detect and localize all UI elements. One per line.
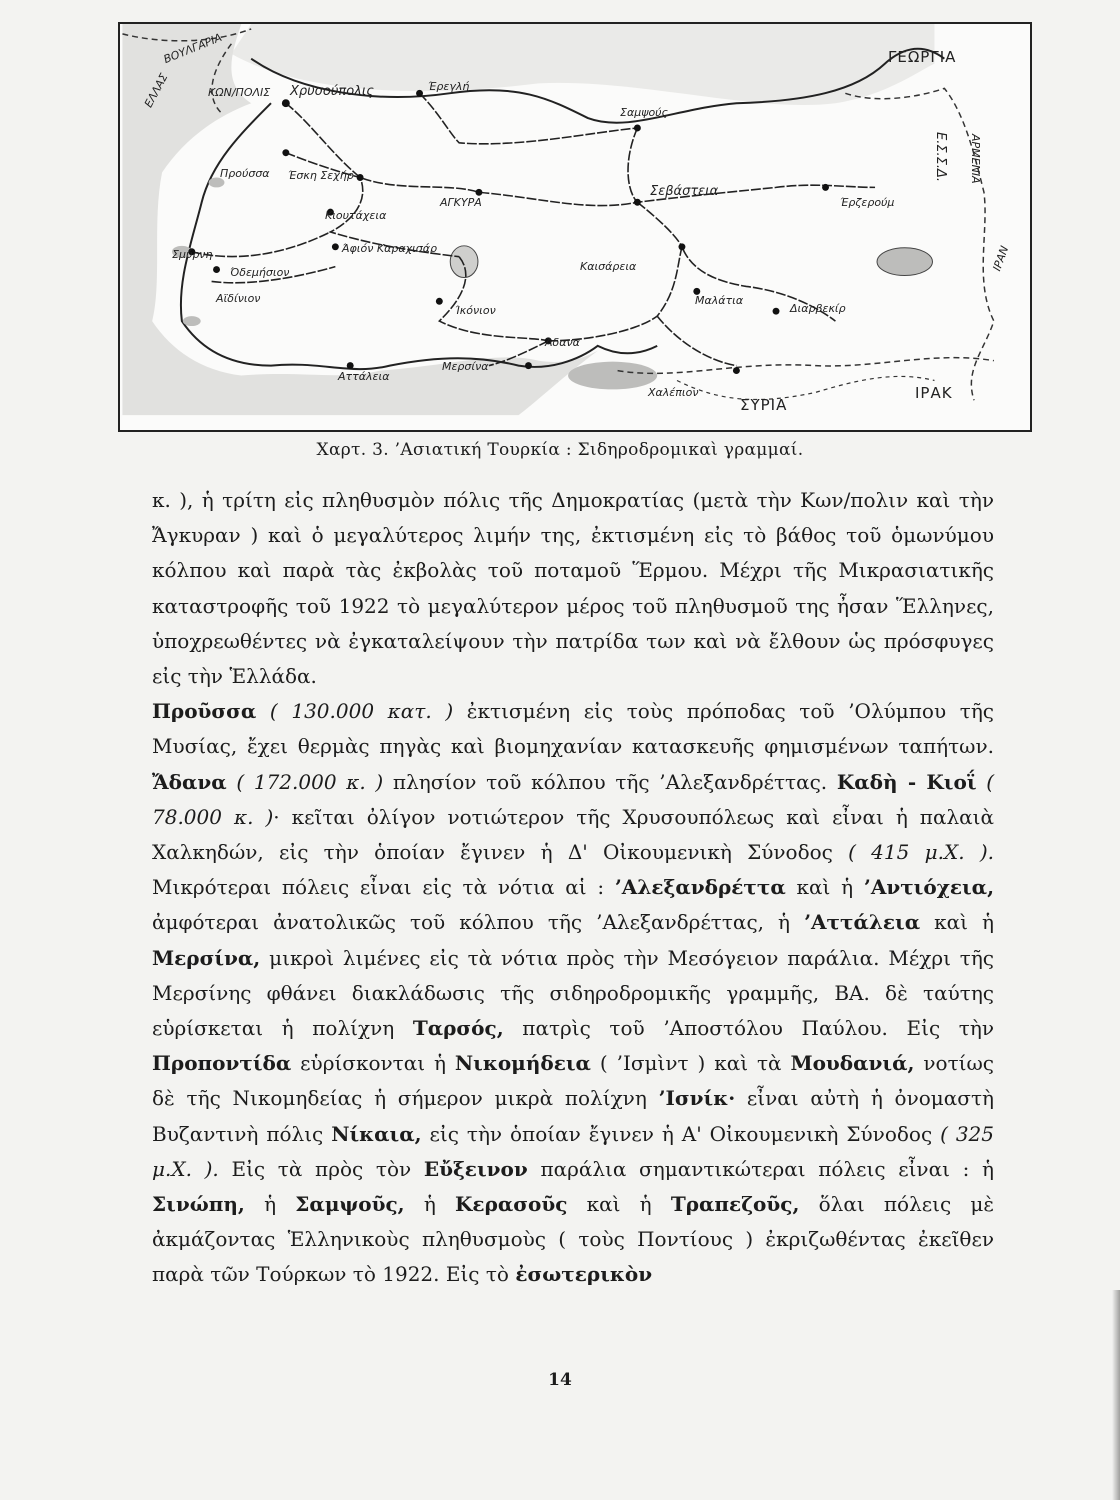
city-mersina: Μερσίνα, xyxy=(152,945,261,970)
map-label-malatia: Μαλάτια xyxy=(695,294,744,307)
pop-adana: ( 172.000 κ. ) xyxy=(236,769,384,794)
map-drawing xyxy=(120,24,1030,430)
map-label-mersina: Μερσίνα xyxy=(442,360,489,373)
map-label-irak: ΙΡΑΚ xyxy=(915,384,953,402)
paragraph-izmir: κ. ), ἡ τρίτη εἰς πληθυσμὸν πόλις τῆς Δημοκρατίας (μετὰ τὴν Κων/πολιν καὶ τὴν Ἄγκυραν ) καὶ ὁ μεγαλύτερος λιμήν της, ἐκτισμένη εἰς τὸ βάθος τοῦ ὁμωνύμου κόλπου καὶ παρὰ τὰς ἐκβολὰς τοῦ ποταμοῦ Ἕρμου. Μέχρι τῆς Μικρασιατικῆς καταστροφῆς τοῦ 1922 τὸ μεγαλύτερον μέρος τοῦ πληθυσμοῦ της ἦσαν Ἕλληνες, ὑποχρεωθέντες νὰ ἐγκαταλείψουν τὴν πατρίδα των καὶ νὰ ἔλθουν ὡς πρόσφυγες εἰς τὴν Ἑλλάδα. xyxy=(152,488,994,689)
page-number: 14 xyxy=(548,1370,572,1390)
map-label-chrysoupolis: Χρυσούπολις xyxy=(290,84,374,99)
map-label-ereyli: Έρεγλή xyxy=(428,80,470,93)
map-label-proussa: Προύσσα xyxy=(220,167,270,180)
map-label-sevasteia: Σεβάστεια xyxy=(650,184,719,199)
date-325: ( 325 μ.Χ. ). xyxy=(152,1121,995,1181)
map-label-odemision: Όδεμήσιον xyxy=(230,266,290,279)
map-caption: Χαρτ. 3. ’Ασιατική Τουρκία : Σιδηροδρομικαὶ γραμμαί. xyxy=(316,440,804,460)
map-label-smyrni: Σμύρνη xyxy=(172,248,213,261)
map-label-esd: Ε.Σ.Σ.Δ. xyxy=(933,132,948,183)
map-label-syria: ΣΥΡΙΑ xyxy=(740,396,788,414)
city-attaleia: ’Αττάλεια xyxy=(804,910,921,935)
map-label-afion: Άφιόν Καραχισάρ xyxy=(342,242,438,255)
city-sinopi: Σινώπη, xyxy=(152,1192,245,1217)
city-sampsous: Σαμψοῦς, xyxy=(295,1192,405,1217)
city-kerasous: Κερασοῦς xyxy=(455,1192,568,1217)
map-label-attaleia: Αττάλεια xyxy=(338,370,390,383)
city-isnik: ’Ισνίκ· xyxy=(658,1086,736,1111)
map-label-konpolis: ΚΩΝ/ΠΟΛΙΣ xyxy=(208,86,271,99)
map-label-ellas: ΕΛΛΑΣ xyxy=(141,71,171,110)
page-edge-shadow xyxy=(1112,1290,1120,1500)
map-label-armenia: ΑΡΜΕΝΙΑ xyxy=(969,134,982,184)
map-label-adana: Άδανα xyxy=(545,336,580,349)
map-label-agkyra: ΑΓΚΥΡΑ xyxy=(440,196,482,209)
map-label-diarbekir: Διαρβεκίρ xyxy=(790,302,846,315)
map-label-eski-sechir: Έσκη Σεχήρ xyxy=(288,169,354,182)
map-label-georgia: ΓΕΩΡΓΙΑ xyxy=(888,48,957,66)
map-label-kaisareia: Καισάρεια xyxy=(580,260,637,273)
map-label-chalepion: Χαλέπιον xyxy=(648,386,699,399)
city-nikaia: Νίκαια, xyxy=(331,1121,422,1146)
sea-efxeinos: Εὔξεινον xyxy=(423,1156,528,1181)
pop-kadi-kioi: ( 78.000 κ. ) xyxy=(152,769,995,829)
map-label-aidinion: Αϊδίνιον xyxy=(216,292,261,305)
body-text xyxy=(152,483,994,1293)
map-label-kioutacheia: Κιουτάχεια xyxy=(325,209,387,222)
city-tarsos: Ταρσός, xyxy=(412,1016,504,1041)
city-moudania: Μουδανιά, xyxy=(790,1051,915,1076)
city-antiocheia: ’Αντιόχεια, xyxy=(863,875,995,900)
city-alexandretta: ’Αλεξανδρέττα xyxy=(614,875,786,900)
date-415: ( 415 μ.Χ. ). xyxy=(848,840,994,865)
paragraph-cities: Προῦσσα ( 130.000 κατ. ) ἐκτισμένη εἰς τοὺς πρόποδας τοῦ ’Ολύμπου τῆς Μυσίας, ἔχει θερμὰς πηγὰς καὶ βιομηχανίαν κατασκευῆς φημισμένων ταπήτων. Ἄδανα ( 172.000 κ. ) πλησίον τοῦ κόλπου τῆς ’Αλεξανδρέττας. Καδὴ - Κιοΐ ( 78.000 κ. )· κεῖται ὀλίγον νοτιώτερον τῆς Χρυσουπόλεως καὶ εἶναι ἡ παλαιὰ Χαλκηδών, εἰς τὴν ὁποίαν ἔγινεν ἡ Δ' Οἰκουμενικὴ Σύνοδος ( 415 μ.Χ. ). Μικρότεραι πόλεις εἶναι εἰς τὰ νότια αἱ : ’Αλεξανδρέττα καὶ ἡ ’Αντιόχεια, ἀμφότεραι ἀνατολικῶς τοῦ κόλπου τῆς ’Αλεξανδρέττας, ἡ ’Αττάλεια καὶ ἡ Μερσίνα, μικροὶ λιμένες εἰς τὰ νότια πρὸς τὴν Μεσόγειον παράλια. Μέχρι τῆς Μερσίνης φθάνει διακλάδωσις τῆς σιδηροδρομικῆς γραμμῆς, ΒΑ. δὲ ταύτης εὑρίσκεται ἡ πολίχνη Ταρσός, πατρὶς τοῦ ’Αποστόλου Παύλου. Εἰς τὴν Προποντίδα εὑρίσκονται ἡ Νικομήδεια ( ’Ισμὶντ ) καὶ τὰ Μουδανιά, νοτίως δὲ τῆς Νικομηδείας ἡ σήμερον μικρὰ πολίχνη ’Ισνίκ· εἶναι αὐτὴ ἡ ὀνομαστὴ Βυζαντινὴ πόλις Νίκαια, εἰς τὴν ὁποίαν ἔγινεν ἡ Α' Οἰκουμενικὴ Σύνοδος ( 325 μ.Χ. ). Εἰς τὰ πρὸς τὸν Εὔξεινον παράλια σημαντικώτεραι πόλεις εἶναι : ἡ Σινώπη, ἡ Σαμψοῦς, ἡ Κερασοῦς καὶ ἡ Τραπεζοῦς, ὅλαι πόλεις μὲ ἀκμάζοντας Ἑλληνικοὺς πληθυσμοὺς ( τοὺς Ποντίους ) ἐκριζωθέντας ἐκεῖθεν παρὰ τῶν Τούρκων τὸ 1922. Εἰς τὸ ἐσωτερικὸν xyxy=(152,699,995,1287)
map-label-vulgaria: ΒΟΥΛΓΑΡΙΑ xyxy=(161,30,224,67)
term-esoterikon: ἐσωτερικὸν xyxy=(515,1262,653,1287)
city-nikomideia: Νικομήδεια xyxy=(454,1051,591,1076)
map-label-ikonion: Ίκόνιον xyxy=(455,304,496,317)
city-trapezous: Τραπεζοῦς, xyxy=(670,1192,800,1217)
city-adana: Ἄδανα xyxy=(152,769,227,794)
map-label-samsous: Σαμψούς xyxy=(620,106,669,119)
map-label-iran: ΙΡΑΝ xyxy=(990,244,1012,273)
city-kadi-kioi: Καδὴ - Κιοΐ xyxy=(836,769,977,794)
region-propontida: Προποντίδα xyxy=(152,1051,292,1076)
map-figure xyxy=(118,22,1032,432)
city-proussa: Προῦσσα xyxy=(152,699,257,724)
map-label-erzeroum: Έρζερούμ xyxy=(840,196,895,209)
pop-proussa: ( 130.000 κατ. ) xyxy=(269,699,454,724)
